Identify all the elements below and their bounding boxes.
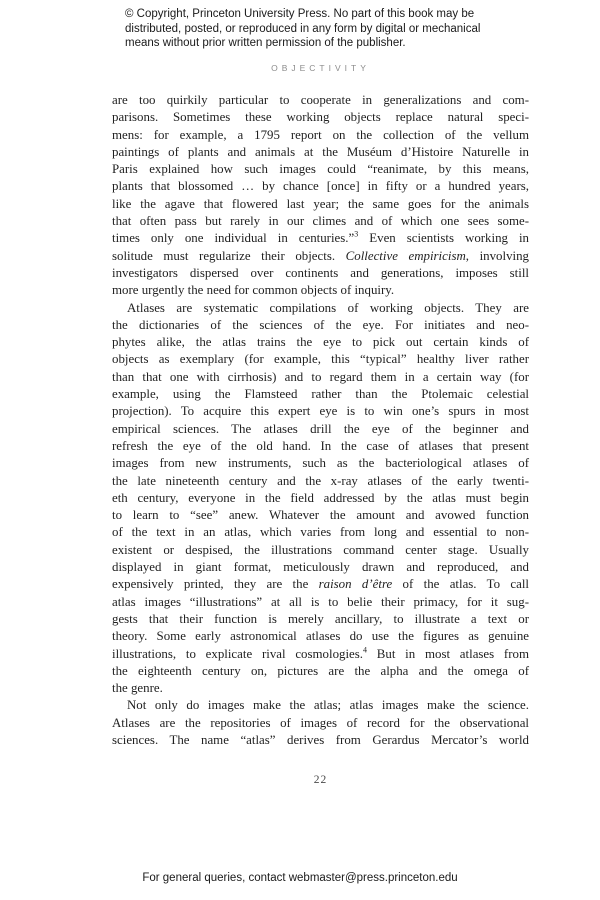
text-line: projection). To acquire this expert eye is to win one’s spurs in most (112, 404, 529, 419)
text-line: times only one individual in centuries.”$^3$ Even scientists working in (112, 230, 529, 246)
text-line: atlas images “illustrations” at all is to belie their primacy, for it sug- (112, 594, 529, 609)
footnote-marker: 3 (354, 230, 359, 240)
text-line: illustrations, to explicate rival cosmologies.$^4$ But in most atlases from (112, 645, 529, 661)
footer-query-note: For general queries, contact webmaster@press.princeton.edu (142, 872, 458, 884)
paragraph (112, 300, 529, 698)
text-line: to learn to “see” anew. Whatever the amount and avowed function (112, 508, 529, 523)
text-line: Atlases are systematic compilations of working objects. They are (127, 300, 529, 315)
page-number: 22 (313, 774, 328, 786)
text-line: gests that their function is merely ancillary, to illustrate a text or (112, 611, 529, 626)
text-line: refresh the eye of the old hand. In the case of atlases that present (112, 438, 529, 453)
text-line: displayed in giant format, meticulously drawn and reproduced, and (112, 560, 529, 575)
text-line: the late nineteenth century and the x-ray atlases of the early twenti- (112, 473, 529, 488)
text-line: Atlases are the repositories of images of record for the observational (112, 715, 529, 730)
text-line: parisons. Sometimes these working objects replace natural speci- (112, 110, 529, 125)
text-line: that often pass but rarely in our climes and of which one sees some- (112, 214, 529, 229)
copyright-notice (125, 7, 495, 51)
text-line: mens: for example, a 1795 report on the collection of the vellum (112, 127, 529, 142)
text-line: phytes alike, the atlas trains the eye to pick out certain kinds of (112, 335, 529, 350)
footnote-marker: 4 (363, 645, 368, 655)
copyright-notice-line: distributed, posted, or reproduced in any form by digital or mechanical (125, 22, 481, 35)
text-line: paintings of plants and animals at the Muséum d’Histoire Naturelle in (112, 144, 529, 159)
text-line: existent or despised, the illustrations command center stage. Usually (112, 542, 529, 557)
text-line: solitude must regularize their objects. Collective empiricism, involving (112, 248, 529, 263)
text-line: more urgently the need for common objects of inquiry. (112, 283, 395, 298)
text-line: the dictionaries of the sciences of the eye. For initiates and neo- (112, 317, 529, 332)
text-line: Not only do images make the atlas; atlas images make the science. (127, 698, 529, 713)
paragraph (112, 92, 529, 300)
text-line: Paris explained how such images could “reanimate, by this means, (112, 162, 529, 177)
text-line: eth century, everyone in the field addressed by the atlas must begin (112, 490, 529, 505)
text-line: the eighteenth century on, pictures are the alpha and the omega of (112, 663, 529, 678)
text-line: example, using the Flamsteed rather than the Ptolemaic celestial (112, 387, 529, 402)
running-head: OBJECTIVITY (271, 63, 370, 73)
copyright-notice-line: © Copyright, Princeton University Press. No part of this book may be (125, 8, 475, 20)
text-line: investigators dispersed over continents and generations, imposes still (112, 265, 529, 280)
text-line: than that one with cirrhosis) and to regard them in a certain way (for (112, 369, 529, 384)
text-line: objects as exemplary (for example, this “typical” healthy liver rather (112, 352, 529, 367)
paragraph (112, 697, 529, 749)
text-line: sciences. The name “atlas” derives from Gerardus Mercator’s world (112, 732, 529, 747)
text-line: images from new instruments, such as the bacteriological atlases of (112, 456, 529, 471)
text-line: theory. Some early astronomical atlases do use the figures as genuine (112, 629, 529, 644)
text-line: of the text in an atlas, which varies from long and essential to non- (112, 525, 529, 540)
text-line: like the agave that flowered last year; the same goes for the animals (112, 196, 529, 211)
text-line: are too quirkily particular to cooperate in generalizations and com- (112, 93, 529, 107)
copyright-notice-line: means without prior written permission of the publisher. (125, 37, 406, 49)
text-line: the genre. (112, 681, 163, 696)
text-line: empirical sciences. The atlases drill the eye of the beginner and (112, 421, 529, 436)
text-line: expensively printed, they are the raison d’être of the atlas. To call (112, 577, 529, 592)
text-line: plants that blossomed … by chance [once] in fifty or a hundred years, (112, 179, 529, 194)
body-text (112, 92, 529, 749)
